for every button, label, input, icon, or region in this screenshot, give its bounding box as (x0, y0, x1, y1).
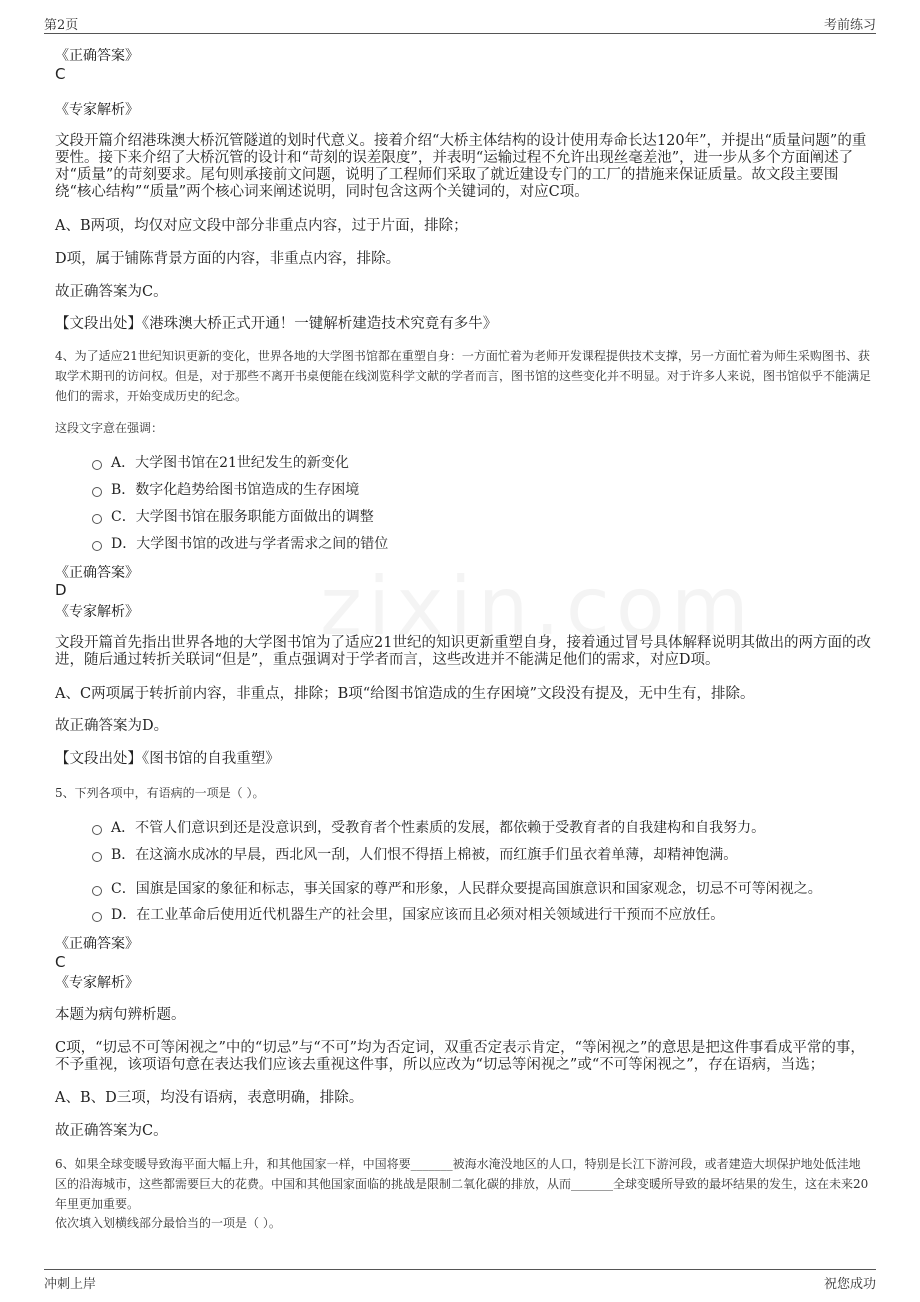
q3-source: 【文段出处】《港珠澳大桥正式开通！一键解析建造技术究竟有多牛》 (55, 316, 498, 332)
q4-stem: 4、为了适应21世纪知识更新的变化，世界各地的大学图书馆都在重塑自身：一方面忙着为老师开发课程提供技术支撑，另一方面忙着为师生采购图书、获取学术期刊的访问权。但是，对于那些不离开书桌便能在线浏览科学文献的学者而言，图书馆的这些变化并不明显。对于许多人来说，图书馆似乎不能满足他们的需求，开始变成历史的纪念。 (55, 349, 872, 403)
q4-analysis-label: 《专家解析》 (55, 604, 139, 620)
q5-option-d[interactable] (92, 906, 724, 924)
q5-analysis: 本题为病句辨析题。 (55, 1007, 186, 1023)
footer-divider (44, 1269, 876, 1270)
q4-answer-label: 《正确答案》 (55, 565, 139, 581)
q4-answer: D (55, 581, 67, 599)
q4-prompt: 这段文字意在强调： (55, 421, 164, 435)
option-label: B．在这滴水成冰的早晨，西北风一刮，人们恨不得捂上棉被，而红旗手们虽衣着单薄，却精神饱满。 (111, 847, 738, 863)
q5-option-a[interactable] (92, 819, 765, 837)
header-title: 考前练习 (823, 18, 876, 33)
q5-analysis-label: 《专家解析》 (55, 975, 139, 991)
radio-icon[interactable] (92, 541, 102, 551)
q6-stem: 6、如果全球变暖导致海平面大幅上升，和其他国家一样，中国将要_______被海水淹没地区的人口，特别是长江下游河段，或者建造大坝保护地处低洼地区的沿海城市，这些都需要巨大的花费。中国和其他国家面临的挑战是限制二氧化碳的排放，从而_______全球变暖所导致的最坏结果的发生，这在未来20年里更加重要。 (55, 1157, 869, 1211)
q5-conclusion: 故正确答案为C。 (55, 1123, 168, 1139)
option-label: A．大学图书馆在21世纪发生的新变化 (111, 455, 349, 471)
q4-option-c[interactable] (92, 508, 374, 526)
radio-icon[interactable] (92, 460, 102, 470)
option-label: A．不管人们意识到还是没意识到，受教育者个性素质的发展，都依赖于受教育者的自我建构和自我努力。 (111, 820, 766, 836)
header-divider (44, 33, 876, 34)
radio-icon[interactable] (92, 487, 102, 497)
q4-conclusion: 故正确答案为D。 (55, 718, 169, 734)
option-label: C．大学图书馆在服务职能方面做出的调整 (111, 509, 374, 525)
q5-option-c[interactable] (92, 880, 822, 898)
radio-icon[interactable] (92, 825, 102, 835)
radio-icon[interactable] (92, 514, 102, 524)
option-label: B．数字化趋势给图书馆造成的生存困境 (111, 482, 360, 498)
q3-conclusion: 故正确答案为C。 (55, 284, 168, 300)
q3-analysis-label: 《专家解析》 (55, 102, 139, 118)
q4-analysis: 文段开篇首先指出世界各地的大学图书馆为了适应21世纪的知识更新重塑自身，接着通过冒号具体解释说明其做出的两方面的改进，随后通过转折关联词“但是”，重点强调对于学者而言，这些改进并不能满足他们的需求，对应D项。 (55, 635, 871, 668)
option-label: C．国旗是国家的象征和标志，事关国家的尊严和形象，人民群众要提高国旗意识和国家观念，切忌不可等闲视之。 (111, 881, 822, 897)
footer-left: 冲刺上岸 (44, 1277, 97, 1292)
option-label: D．大学图书馆的改进与学者需求之间的错位 (111, 536, 389, 552)
q3-answer-label: 《正确答案》 (55, 48, 139, 64)
q5-option-b[interactable] (92, 846, 737, 864)
q5-answer: C (55, 953, 66, 971)
q3-analysis-d: D项，属于铺陈背景方面的内容，非重点内容，排除。 (55, 251, 401, 267)
radio-icon[interactable] (92, 886, 102, 896)
q3-answer: C (55, 65, 66, 83)
q5-answer-label: 《正确答案》 (55, 936, 139, 952)
q5-analysis-c: C项，“切忌不可等闲视之”中的“切忌”与“不可”均为否定词，双重否定表示肯定，“等闲视之”的意思是把这件事看成平常的事，不予重视，该项语句意在表达我们应该去重视这件事，所以应改为“切忌等闲视之”或“不可等闲视之”，存在语病，当选； (55, 1040, 865, 1073)
option-label: D．在工业革命后使用近代机器生产的社会里，国家应该而且必须对相关领域进行干预而不应放任。 (111, 907, 725, 923)
q4-analysis-ac: A、C两项属于转折前内容，非重点，排除；B项“给图书馆造成的生存困境”文段没有提及，无中生有，排除。 (55, 686, 755, 702)
radio-icon[interactable] (92, 852, 102, 862)
q5-stem: 5、下列各项中，有语病的一项是（ ）。 (55, 786, 265, 800)
q3-analysis: 文段开篇介绍港珠澳大桥沉管隧道的划时代意义。接着介绍“大桥主体结构的设计使用寿命长达120年”，并提出“质量问题”的重要性。接下来介绍了大桥沉管的设计和“苛刻的误差限度”，并表明“运输过程不允许出现丝毫差池”，进一步从多个方面阐述了对“质量”的苛刻要求。尾句则承接前文问题，说明了工程师们采取了就近建设专门的工厂的措施来保证质量。故文段主要围绕“核心结构”“质量”两个核心词来阐述说明，同时包含这两个关键词的，对应C项。 (55, 133, 867, 200)
q3-analysis-ab: A、B两项，均仅对应文段中部分非重点内容，过于片面，排除； (55, 218, 468, 234)
q4-option-a[interactable] (92, 454, 349, 472)
radio-icon[interactable] (92, 912, 102, 922)
q4-option-b[interactable] (92, 481, 359, 499)
footer-right: 祝您成功 (823, 1277, 876, 1292)
q6-prompt: 依次填入划横线部分最恰当的一项是（ ）。 (55, 1216, 281, 1230)
page-number: 第2页 (44, 18, 79, 33)
q4-source: 【文段出处】《图书馆的自我重塑》 (55, 751, 280, 767)
q4-option-d[interactable] (92, 535, 388, 553)
q5-analysis-abd: A、B、D三项，均没有语病，表意明确，排除。 (55, 1090, 364, 1106)
